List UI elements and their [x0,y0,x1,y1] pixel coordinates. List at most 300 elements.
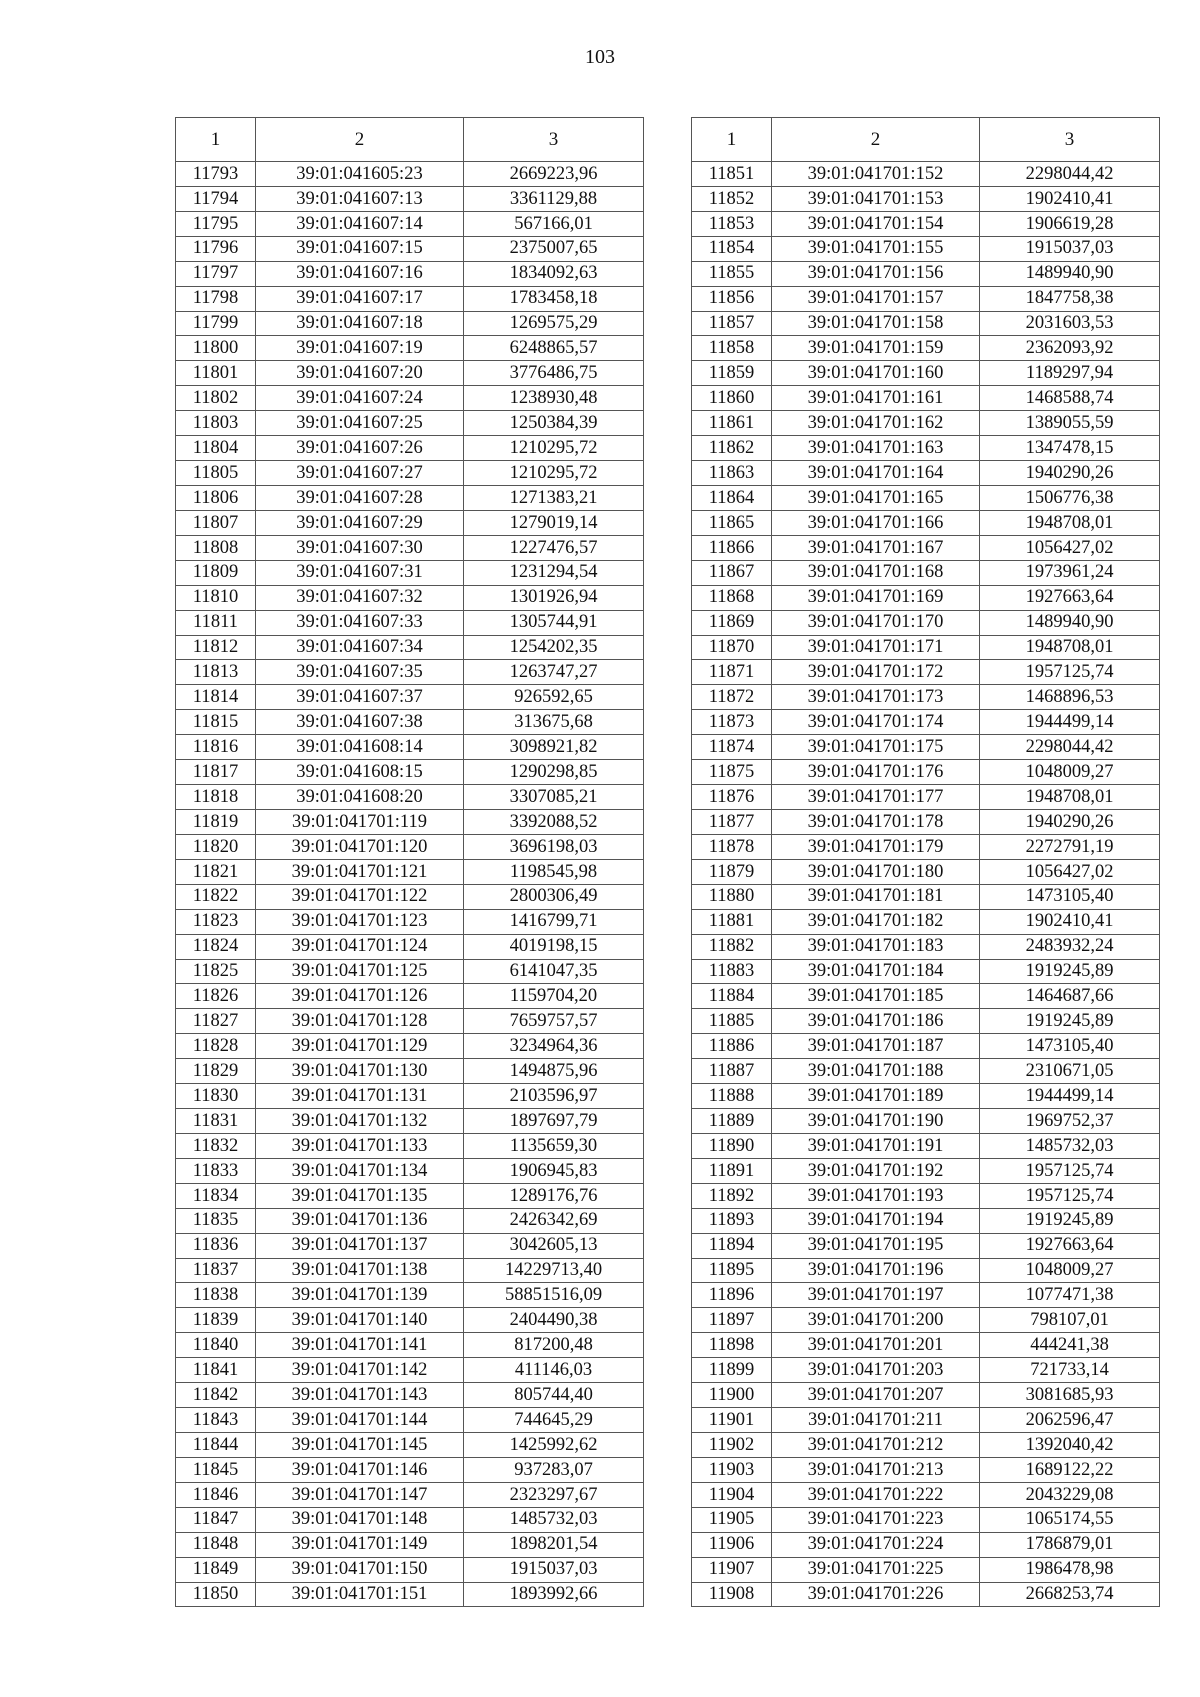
cadastral-number-cell: 39:01:041701:192 [772,1158,980,1183]
table-row [692,585,1160,610]
row-number-cell: 11812 [176,635,256,660]
row-number-cell: 11845 [176,1457,256,1482]
table-row [692,436,1160,461]
cadastral-number-cell: 39:01:041701:154 [772,211,980,236]
value-cell: 1919245,89 [980,1208,1160,1233]
cadastral-number-cell: 39:01:041701:151 [256,1582,464,1607]
value-cell: 4019198,15 [464,934,644,959]
table-row [692,1308,1160,1333]
row-number-cell: 11840 [176,1333,256,1358]
table-row [176,1109,644,1134]
value-cell: 1489940,90 [980,610,1160,635]
cadastral-number-cell: 39:01:041701:187 [772,1034,980,1059]
value-cell: 1919245,89 [980,959,1160,984]
cadastral-number-cell: 39:01:041701:167 [772,535,980,560]
value-cell: 2298044,42 [980,735,1160,760]
table-row [692,162,1160,187]
table-row [692,411,1160,436]
value-cell: 7659757,57 [464,1009,644,1034]
table-row [176,1059,644,1084]
table-row [692,261,1160,286]
row-number-cell: 11859 [692,361,772,386]
value-cell: 1485732,03 [464,1507,644,1532]
row-number-cell: 11805 [176,461,256,486]
cadastral-number-cell: 39:01:041701:133 [256,1133,464,1158]
value-cell: 1902410,41 [980,186,1160,211]
cadastral-number-cell: 39:01:041701:132 [256,1109,464,1134]
row-number-cell: 11865 [692,510,772,535]
cadastral-number-cell: 39:01:041701:169 [772,585,980,610]
row-number-cell: 11839 [176,1308,256,1333]
table-row [176,336,644,361]
cadastral-number-cell: 39:01:041607:16 [256,261,464,286]
row-number-cell: 11888 [692,1084,772,1109]
cadastral-number-cell: 39:01:041607:26 [256,436,464,461]
cadastral-number-cell: 39:01:041701:152 [772,162,980,187]
row-number-cell: 11887 [692,1059,772,1084]
row-number-cell: 11891 [692,1158,772,1183]
value-cell: 2669223,96 [464,162,644,187]
row-number-cell: 11823 [176,909,256,934]
cadastral-number-cell: 39:01:041701:141 [256,1333,464,1358]
value-cell: 2310671,05 [980,1059,1160,1084]
value-cell: 1927663,64 [980,585,1160,610]
value-cell: 3234964,36 [464,1034,644,1059]
row-number-cell: 11902 [692,1433,772,1458]
table-row [692,685,1160,710]
table-row [692,386,1160,411]
table-row [176,485,644,510]
cadastral-number-cell: 39:01:041701:163 [772,436,980,461]
table-row [176,809,644,834]
value-cell: 3081685,93 [980,1383,1160,1408]
cadastral-number-cell: 39:01:041701:120 [256,834,464,859]
value-cell: 2298044,42 [980,162,1160,187]
value-cell: 1048009,27 [980,760,1160,785]
table-row [176,635,644,660]
row-number-cell: 11864 [692,485,772,510]
cadastral-number-cell: 39:01:041701:148 [256,1507,464,1532]
row-number-cell: 11833 [176,1158,256,1183]
cadastral-number-cell: 39:01:041607:14 [256,211,464,236]
value-cell: 1957125,74 [980,660,1160,685]
value-cell: 1416799,71 [464,909,644,934]
table-row [692,809,1160,834]
value-cell: 1250384,39 [464,411,644,436]
table-row [692,1582,1160,1607]
value-cell: 2323297,67 [464,1482,644,1507]
cadastral-number-cell: 39:01:041701:213 [772,1457,980,1482]
value-cell: 1048009,27 [980,1258,1160,1283]
cadastral-number-cell: 39:01:041701:160 [772,361,980,386]
value-cell: 2483932,24 [980,934,1160,959]
table-row [692,1158,1160,1183]
value-cell: 1290298,85 [464,760,644,785]
value-cell: 1957125,74 [980,1183,1160,1208]
table-row [176,1308,644,1333]
table-row [692,286,1160,311]
table-row [176,984,644,1009]
value-cell: 1210295,72 [464,461,644,486]
cadastral-table-left [175,117,644,1607]
value-cell: 1915037,03 [464,1557,644,1582]
row-number-cell: 11906 [692,1532,772,1557]
cadastral-number-cell: 39:01:041701:223 [772,1507,980,1532]
value-cell: 1305744,91 [464,610,644,635]
cadastral-number-cell: 39:01:041607:17 [256,286,464,311]
table-row [692,1433,1160,1458]
table-row [692,1507,1160,1532]
table-row [176,859,644,884]
cadastral-number-cell: 39:01:041701:224 [772,1532,980,1557]
cadastral-number-cell: 39:01:041701:131 [256,1084,464,1109]
value-cell: 1425992,62 [464,1433,644,1458]
value-cell: 2031603,53 [980,311,1160,336]
table-row [692,211,1160,236]
value-cell: 1897697,79 [464,1109,644,1134]
table-row [176,1233,644,1258]
value-cell: 1786879,01 [980,1532,1160,1557]
table-row [692,710,1160,735]
table-row [692,1408,1160,1433]
table-row [176,436,644,461]
row-number-cell: 11889 [692,1109,772,1134]
table-row [176,1582,644,1607]
cadastral-number-cell: 39:01:041701:158 [772,311,980,336]
row-number-cell: 11818 [176,785,256,810]
row-number-cell: 11868 [692,585,772,610]
cadastral-number-cell: 39:01:041701:171 [772,635,980,660]
cadastral-number-cell: 39:01:041701:179 [772,834,980,859]
cadastral-number-cell: 39:01:041701:183 [772,934,980,959]
row-number-cell: 11811 [176,610,256,635]
table-row [176,1457,644,1482]
table-row [176,510,644,535]
row-number-cell: 11871 [692,660,772,685]
value-cell: 1494875,96 [464,1059,644,1084]
table-row [692,336,1160,361]
value-cell: 14229713,40 [464,1258,644,1283]
value-cell: 1464687,66 [980,984,1160,1009]
row-number-cell: 11874 [692,735,772,760]
value-cell: 444241,38 [980,1333,1160,1358]
value-cell: 798107,01 [980,1308,1160,1333]
cadastral-number-cell: 39:01:041701:225 [772,1557,980,1582]
cadastral-number-cell: 39:01:041701:190 [772,1109,980,1134]
row-number-cell: 11900 [692,1383,772,1408]
table-row [692,361,1160,386]
cadastral-number-cell: 39:01:041701:142 [256,1358,464,1383]
cadastral-number-cell: 39:01:041608:15 [256,760,464,785]
table-row [176,610,644,635]
value-cell: 2272791,19 [980,834,1160,859]
row-number-cell: 11858 [692,336,772,361]
cadastral-number-cell: 39:01:041701:150 [256,1557,464,1582]
value-cell: 1198545,98 [464,859,644,884]
row-number-cell: 11806 [176,485,256,510]
value-cell: 1269575,29 [464,311,644,336]
value-cell: 1347478,15 [980,436,1160,461]
cadastral-number-cell: 39:01:041701:211 [772,1408,980,1433]
cadastral-table-right [691,117,1160,1607]
row-number-cell: 11873 [692,710,772,735]
column-header-cadastral-number: 2 [772,118,980,162]
value-cell: 1948708,01 [980,635,1160,660]
value-cell: 2404490,38 [464,1308,644,1333]
table-row [176,1557,644,1582]
table-row [176,1507,644,1532]
row-number-cell: 11863 [692,461,772,486]
column-header-number: 1 [692,118,772,162]
row-number-cell: 11800 [176,336,256,361]
table-row [692,461,1160,486]
cadastral-number-cell: 39:01:041607:24 [256,386,464,411]
row-number-cell: 11814 [176,685,256,710]
cadastral-number-cell: 39:01:041701:143 [256,1383,464,1408]
table-row [692,1532,1160,1557]
table-row [176,760,644,785]
row-number-cell: 11830 [176,1084,256,1109]
value-cell: 1392040,42 [980,1433,1160,1458]
table-row [176,211,644,236]
cadastral-number-cell: 39:01:041701:174 [772,710,980,735]
table-row [692,311,1160,336]
value-cell: 1056427,02 [980,859,1160,884]
value-cell: 1969752,37 [980,1109,1160,1134]
row-number-cell: 11834 [176,1183,256,1208]
table-row [692,959,1160,984]
cadastral-number-cell: 39:01:041701:157 [772,286,980,311]
row-number-cell: 11835 [176,1208,256,1233]
value-cell: 1231294,54 [464,560,644,585]
value-cell: 937283,07 [464,1457,644,1482]
table-row [692,560,1160,585]
value-cell: 1056427,02 [980,535,1160,560]
row-number-cell: 11882 [692,934,772,959]
row-number-cell: 11815 [176,710,256,735]
value-cell: 1902410,41 [980,909,1160,934]
row-number-cell: 11832 [176,1133,256,1158]
value-cell: 1927663,64 [980,1233,1160,1258]
cadastral-number-cell: 39:01:041701:185 [772,984,980,1009]
row-number-cell: 11886 [692,1034,772,1059]
cadastral-number-cell: 39:01:041607:30 [256,535,464,560]
table-row [692,1233,1160,1258]
cadastral-number-cell: 39:01:041701:130 [256,1059,464,1084]
cadastral-number-cell: 39:01:041607:29 [256,510,464,535]
cadastral-number-cell: 39:01:041701:175 [772,735,980,760]
row-number-cell: 11824 [176,934,256,959]
cadastral-number-cell: 39:01:041701:201 [772,1333,980,1358]
value-cell: 3392088,52 [464,809,644,834]
cadastral-number-cell: 39:01:041701:203 [772,1358,980,1383]
table-row [176,535,644,560]
value-cell: 1227476,57 [464,535,644,560]
row-number-cell: 11820 [176,834,256,859]
cadastral-number-cell: 39:01:041701:200 [772,1308,980,1333]
row-number-cell: 11807 [176,510,256,535]
row-number-cell: 11881 [692,909,772,934]
cadastral-number-cell: 39:01:041701:170 [772,610,980,635]
cadastral-number-cell: 39:01:041701:173 [772,685,980,710]
row-number-cell: 11826 [176,984,256,1009]
row-number-cell: 11907 [692,1557,772,1582]
table-row [176,1009,644,1034]
table-row [176,411,644,436]
row-number-cell: 11798 [176,286,256,311]
row-number-cell: 11884 [692,984,772,1009]
table-row [176,1183,644,1208]
table-row [692,610,1160,635]
header-row [692,118,1160,162]
value-cell: 2103596,97 [464,1084,644,1109]
row-number-cell: 11893 [692,1208,772,1233]
table-row [692,1109,1160,1134]
table-row [176,186,644,211]
cadastral-number-cell: 39:01:041607:31 [256,560,464,585]
cadastral-number-cell: 39:01:041701:156 [772,261,980,286]
row-number-cell: 11808 [176,535,256,560]
value-cell: 721733,14 [980,1358,1160,1383]
table-row [692,1482,1160,1507]
value-cell: 2668253,74 [980,1582,1160,1607]
row-number-cell: 11793 [176,162,256,187]
value-cell: 1473105,40 [980,884,1160,909]
table-row [176,1084,644,1109]
cadastral-number-cell: 39:01:041607:15 [256,236,464,261]
row-number-cell: 11885 [692,1009,772,1034]
table-row [692,1084,1160,1109]
value-cell: 1893992,66 [464,1582,644,1607]
cadastral-number-cell: 39:01:041701:137 [256,1233,464,1258]
value-cell: 1940290,26 [980,461,1160,486]
value-cell: 2800306,49 [464,884,644,909]
table-row [176,236,644,261]
header-row [176,118,644,162]
table-row [692,1183,1160,1208]
row-number-cell: 11876 [692,785,772,810]
value-cell: 1948708,01 [980,510,1160,535]
cadastral-number-cell: 39:01:041701:226 [772,1582,980,1607]
table-row [176,834,644,859]
value-cell: 1189297,94 [980,361,1160,386]
cadastral-number-cell: 39:01:041701:161 [772,386,980,411]
table-row [176,560,644,585]
value-cell: 1238930,48 [464,386,644,411]
cadastral-number-cell: 39:01:041701:182 [772,909,980,934]
row-number-cell: 11850 [176,1582,256,1607]
cadastral-number-cell: 39:01:041701:178 [772,809,980,834]
cadastral-number-cell: 39:01:041701:176 [772,760,980,785]
value-cell: 1473105,40 [980,1034,1160,1059]
value-cell: 1135659,30 [464,1133,644,1158]
cadastral-number-cell: 39:01:041607:35 [256,660,464,685]
value-cell: 1254202,35 [464,635,644,660]
table-row [692,760,1160,785]
row-number-cell: 11827 [176,1009,256,1034]
value-cell: 1468896,53 [980,685,1160,710]
table-row [692,485,1160,510]
table-row [176,1283,644,1308]
value-cell: 2043229,08 [980,1482,1160,1507]
row-number-cell: 11846 [176,1482,256,1507]
row-number-cell: 11842 [176,1383,256,1408]
value-cell: 1065174,55 [980,1507,1160,1532]
row-number-cell: 11854 [692,236,772,261]
cadastral-number-cell: 39:01:041701:197 [772,1283,980,1308]
row-number-cell: 11831 [176,1109,256,1134]
table-row [176,884,644,909]
row-number-cell: 11896 [692,1283,772,1308]
row-number-cell: 11879 [692,859,772,884]
cadastral-number-cell: 39:01:041607:19 [256,336,464,361]
value-cell: 1485732,03 [980,1133,1160,1158]
row-number-cell: 11821 [176,859,256,884]
row-number-cell: 11908 [692,1582,772,1607]
cadastral-number-cell: 39:01:041608:14 [256,735,464,760]
value-cell: 567166,01 [464,211,644,236]
cadastral-number-cell: 39:01:041605:23 [256,162,464,187]
cadastral-number-cell: 39:01:041701:121 [256,859,464,884]
cadastral-number-cell: 39:01:041701:135 [256,1183,464,1208]
table-row [176,1208,644,1233]
table-row [692,1283,1160,1308]
value-cell: 744645,29 [464,1408,644,1433]
cadastral-number-cell: 39:01:041701:124 [256,934,464,959]
table-row [176,261,644,286]
row-number-cell: 11804 [176,436,256,461]
cadastral-number-cell: 39:01:041701:177 [772,785,980,810]
cadastral-number-cell: 39:01:041607:34 [256,635,464,660]
cadastral-number-cell: 39:01:041701:222 [772,1482,980,1507]
cadastral-number-cell: 39:01:041701:162 [772,411,980,436]
row-number-cell: 11822 [176,884,256,909]
page-number: 103 [585,46,615,68]
cadastral-number-cell: 39:01:041607:27 [256,461,464,486]
row-number-cell: 11801 [176,361,256,386]
row-number-cell: 11825 [176,959,256,984]
value-cell: 3098921,82 [464,735,644,760]
row-number-cell: 11870 [692,635,772,660]
cadastral-number-cell: 39:01:041701:136 [256,1208,464,1233]
table-row [692,1133,1160,1158]
row-number-cell: 11797 [176,261,256,286]
cadastral-number-cell: 39:01:041701:195 [772,1233,980,1258]
row-number-cell: 11894 [692,1233,772,1258]
cadastral-number-cell: 39:01:041607:25 [256,411,464,436]
table-row [176,1133,644,1158]
table-row [176,361,644,386]
row-number-cell: 11819 [176,809,256,834]
column-header-value: 3 [464,118,644,162]
table-row [692,1059,1160,1084]
table-row [176,685,644,710]
cadastral-number-cell: 39:01:041701:144 [256,1408,464,1433]
value-cell: 2062596,47 [980,1408,1160,1433]
table-row [692,984,1160,1009]
row-number-cell: 11837 [176,1258,256,1283]
cadastral-number-cell: 39:01:041607:37 [256,685,464,710]
value-cell: 3696198,03 [464,834,644,859]
value-cell: 6141047,35 [464,959,644,984]
table-row [692,834,1160,859]
value-cell: 1919245,89 [980,1009,1160,1034]
value-cell: 1944499,14 [980,1084,1160,1109]
table-row [176,1433,644,1458]
value-cell: 1289176,76 [464,1183,644,1208]
table-row [692,660,1160,685]
row-number-cell: 11817 [176,760,256,785]
